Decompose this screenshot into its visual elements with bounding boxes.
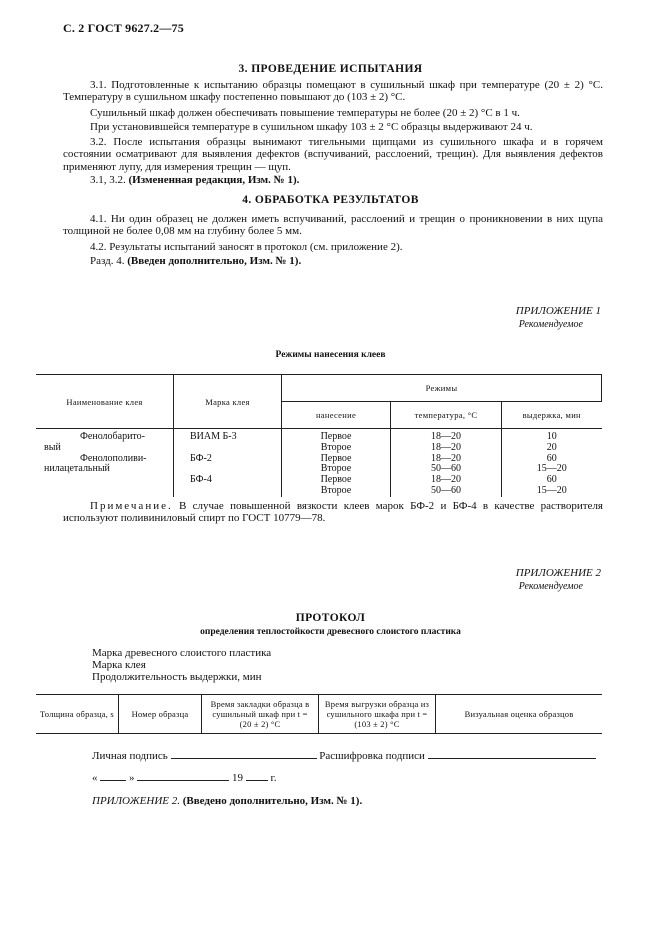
- amendment-note-4: [63, 255, 603, 267]
- section-4-title: 4. ОБРАБОТКА РЕЗУЛЬТАТОВ: [242, 194, 419, 206]
- amendment-ref: ПРИЛОЖЕНИЕ 2.: [92, 795, 180, 807]
- col-header-name: Наименование клея: [36, 375, 174, 429]
- amendment-note-3: [63, 174, 603, 186]
- col-header-application: нанесение: [282, 402, 391, 429]
- table-1-note: [63, 500, 603, 525]
- protocol-fields: [92, 647, 271, 683]
- cell-exposure: 10 20 60 15—20 60 15—20: [502, 429, 602, 497]
- paragraph-3-2: 3.2. После испытания образцы вынимают тигельными щипцами из сушильного шкафа и в горячем состоянии осматривают для выявления дефектов (вспучиваний, расслоений, трещин). Для выявления дефектов применяют лупу, для измерения трещин — щуп.: [63, 136, 603, 173]
- paragraph-4-1: 4.1. Ни один образец не должен иметь вспучиваний, расслоений и трещин о проникновении в них щупа толщиной не более 0,08 мм на глубину более 5 мм.: [63, 213, 603, 238]
- col-header-load-time: Время закладки образца в сушильный шкаф при t = (20 ± 2) °С: [202, 695, 319, 734]
- signature-label: Личная подпись: [92, 750, 168, 762]
- date-month-line: [137, 771, 229, 781]
- cell-name: Фенолобарито- вый Фенолополиви- нилацетальный: [44, 431, 147, 475]
- appendix-1-label: [516, 305, 601, 331]
- amendment-text: (Введен дополнительно, Изм. № 1).: [127, 255, 302, 267]
- amendment-ref: 3.1, 3.2.: [90, 174, 126, 186]
- note-text: В случае повышенной вязкости клеев марок БФ-2 и БФ-4 в качестве растворителя используют поливиниловый спирт по ГОСТ 10779—78.: [63, 500, 603, 525]
- appendix-2-label: [516, 567, 601, 593]
- section-3-title: 3. ПРОВЕДЕНИЕ ИСПЫТАНИЯ: [238, 63, 423, 75]
- adhesive-modes-table: [36, 374, 602, 497]
- date-year-suffix: г.: [270, 772, 277, 784]
- col-header-brand: Марка клея: [174, 375, 282, 429]
- col-header-thickness: Толщина образца, s: [36, 695, 119, 734]
- date-row: [92, 771, 277, 784]
- paragraph-3-1-c: При установившейся температуре в сушильном шкафу 103 ± 2 °С образцы выдерживают 24 ч.: [90, 121, 533, 133]
- protocol-title: ПРОТОКОЛ: [295, 612, 366, 624]
- signature-line: [171, 749, 317, 759]
- signature-row: [92, 749, 596, 762]
- col-header-exposure: выдержка, мин: [502, 402, 602, 429]
- appendix-2-status: Рекомендуемое: [518, 581, 583, 592]
- protocol-subtitle: определения теплостойкости древесного слоистого пластика: [200, 627, 461, 637]
- appendix-1-status: Рекомендуемое: [518, 319, 583, 330]
- amendment-text: (Введено дополнительно, Изм. № 1).: [182, 795, 363, 807]
- col-header-sample-number: Номер образца: [119, 695, 202, 734]
- paragraph-4-2: 4.2. Результаты испытаний заносят в протокол (см. приложение 2).: [90, 241, 403, 253]
- appendix-2-title: ПРИЛОЖЕНИЕ 2: [515, 567, 601, 579]
- col-header-temperature: температура, °С: [391, 402, 502, 429]
- field-glue-brand: Марка клея: [92, 659, 146, 671]
- field-plastic-brand: Марка древесного слоистого пластика: [92, 647, 272, 659]
- date-quote-open: «: [92, 772, 98, 784]
- appendix-2-amendment: [92, 795, 362, 807]
- col-header-visual-assessment: Визуальная оценка образцов: [436, 695, 603, 734]
- date-day-line: [100, 771, 126, 781]
- date-quote-close: »: [129, 772, 135, 784]
- table-1-title: Режимы нанесения клеев: [275, 350, 386, 360]
- amendment-text: (Измененная редакция, Изм. № 1).: [128, 174, 300, 186]
- paragraph-3-1: 3.1. Подготовленные к испытанию образцы помещают в сушильный шкаф при температуре (20 ± 2) °С. Температуру в сушильном шкафу постепенно повышают до (103 ± 2) °С.: [63, 79, 603, 104]
- note-label: Примечание.: [90, 500, 173, 512]
- protocol-table: [36, 694, 602, 734]
- appendix-1-title: ПРИЛОЖЕНИЕ 1: [515, 305, 601, 317]
- date-year-line: [246, 771, 268, 781]
- date-year-prefix: 19: [232, 772, 243, 784]
- field-exposure-duration: Продолжительность выдержки, мин: [92, 671, 262, 683]
- page-header: С. 2 ГОСТ 9627.2—75: [63, 21, 184, 35]
- amendment-ref: Разд. 4.: [90, 255, 125, 267]
- signature-decode-line: [428, 749, 596, 759]
- col-header-modes: Режимы: [282, 375, 602, 402]
- cell-brand: ВИАМ Б-3 БФ-2 БФ-4: [174, 429, 282, 497]
- col-header-unload-time: Время выгрузки образца из сушильного шкафа при t = (103 ± 2) °С: [319, 695, 436, 734]
- cell-application: Первое Второе Первое Второе Первое Второе: [282, 429, 391, 497]
- paragraph-3-1-b: Сушильный шкаф должен обеспечивать повышение температуры не более (20 ± 2) °С в 1 ч.: [90, 107, 520, 119]
- cell-temperature: 18—20 18—20 18—20 50—60 18—20 50—60: [391, 429, 502, 497]
- signature-decode-label: Расшифровка подписи: [319, 750, 425, 762]
